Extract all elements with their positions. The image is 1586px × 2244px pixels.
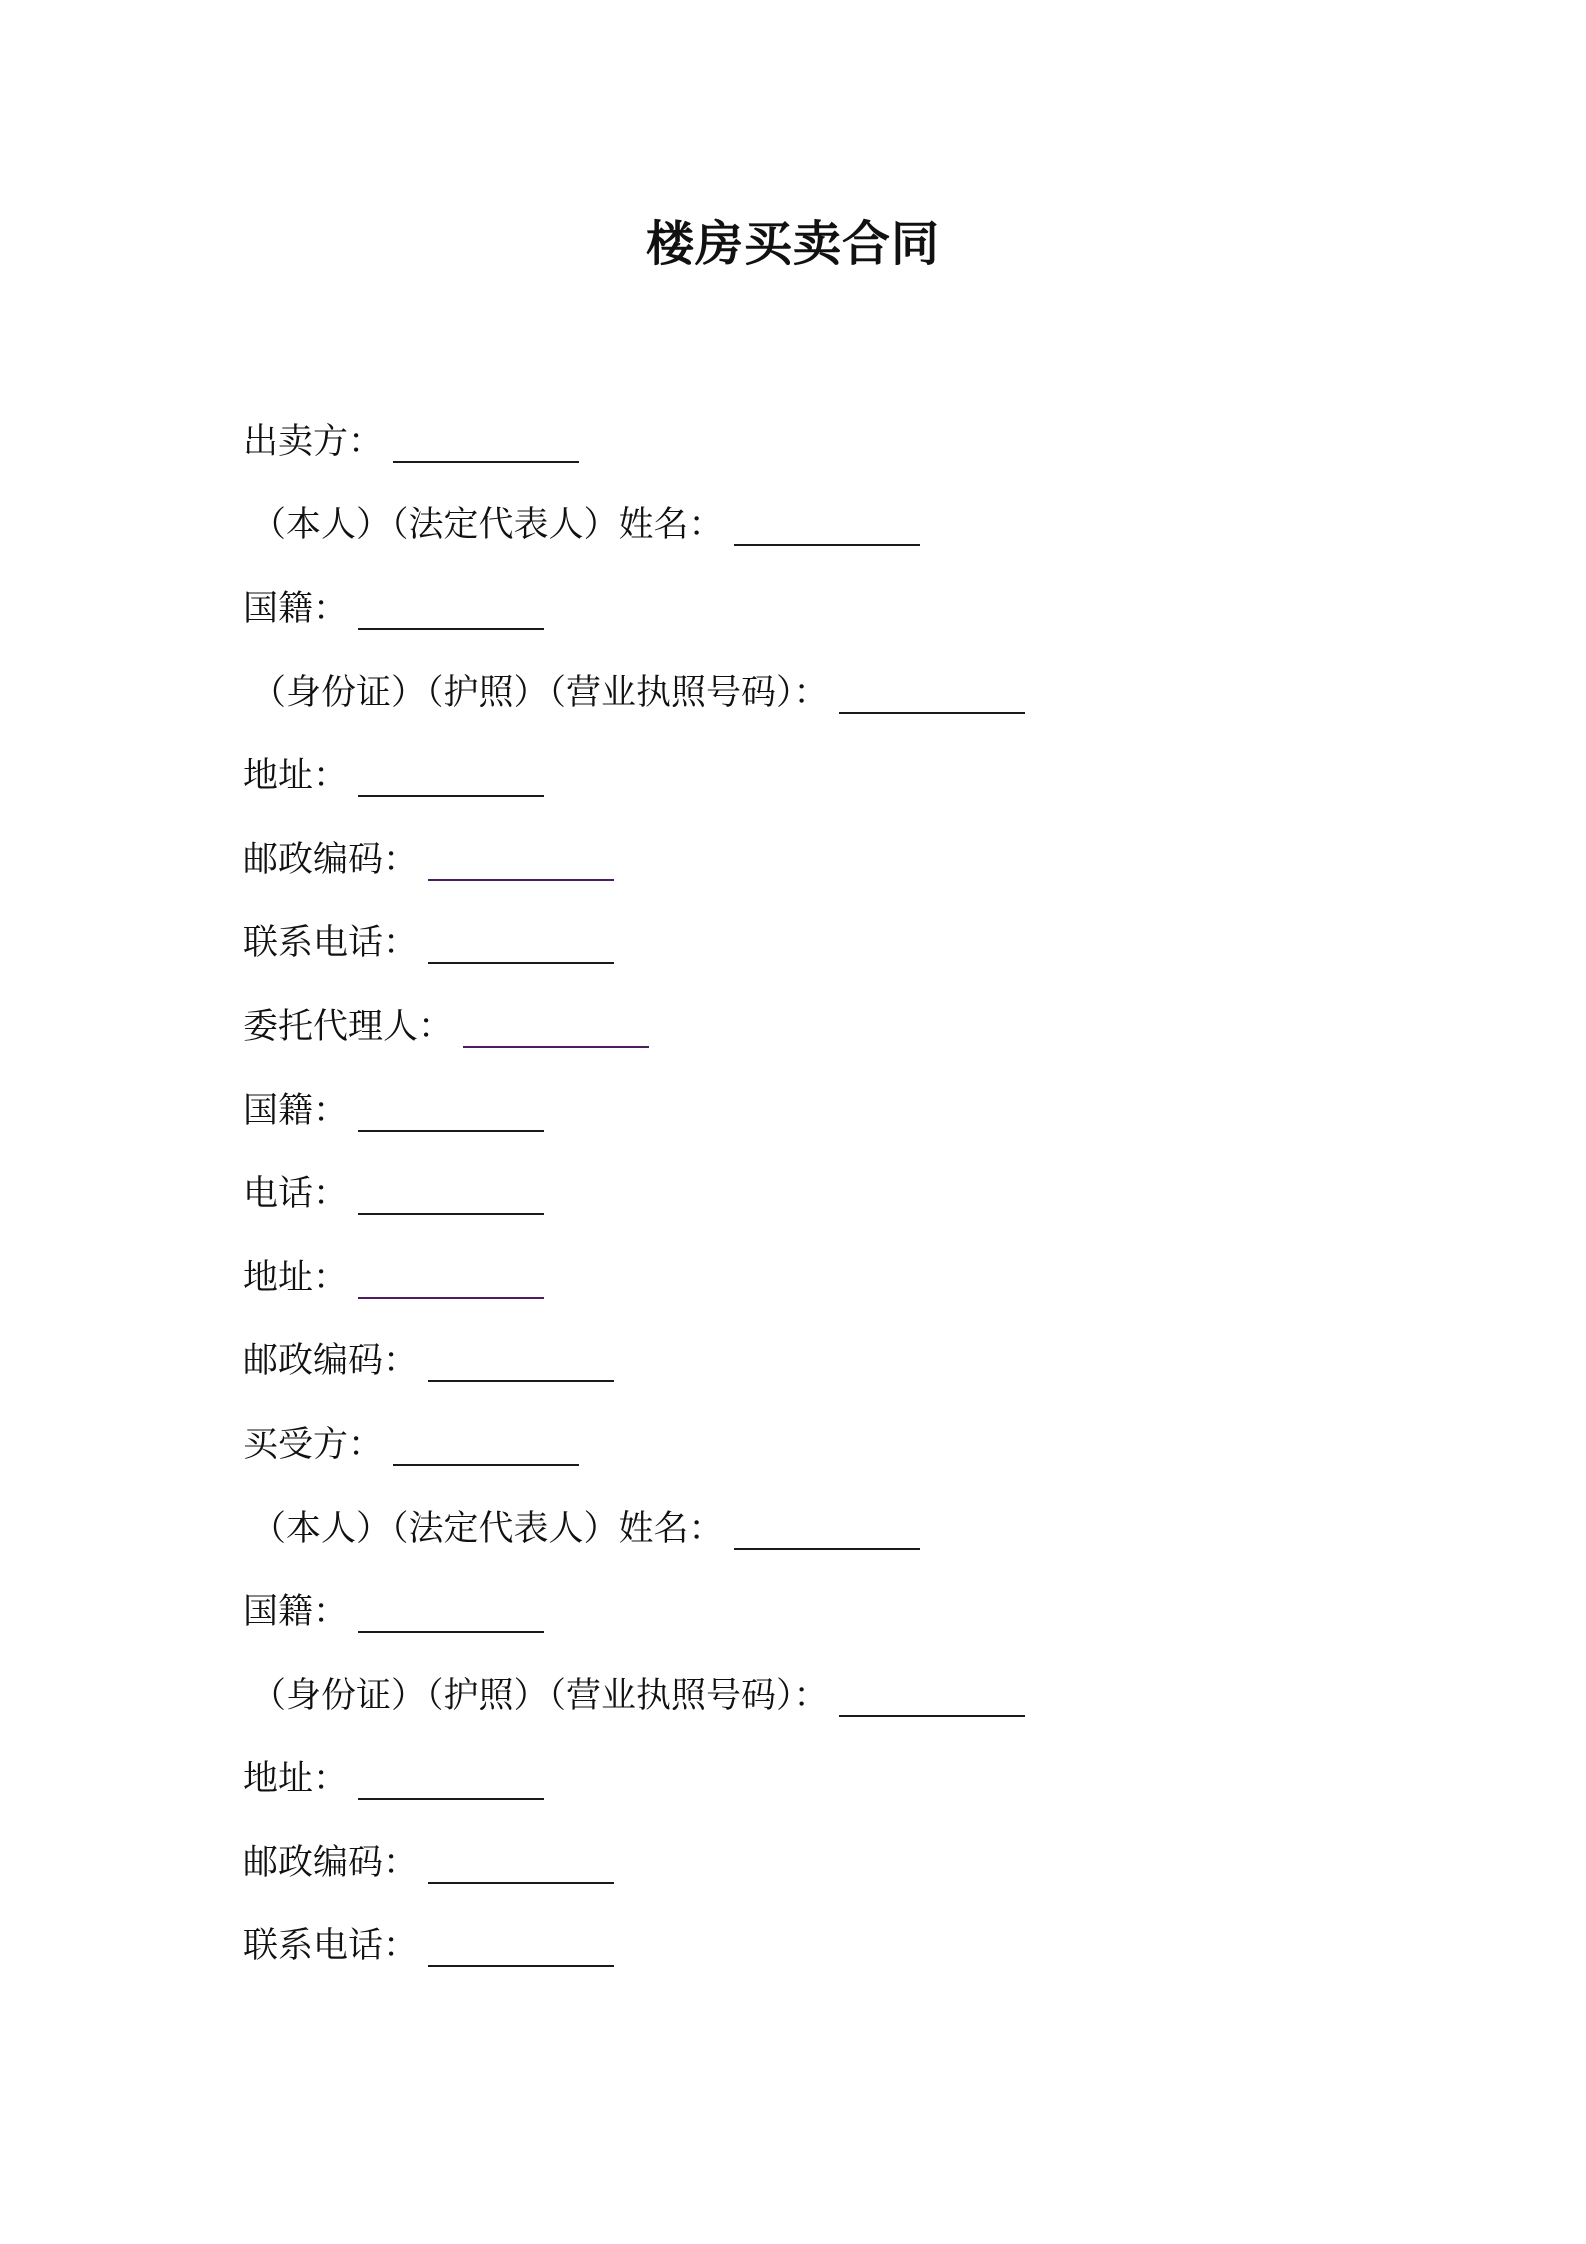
- blank-seller-nationality[interactable]: [358, 588, 544, 630]
- field-label-agent-address: 地址：: [243, 1257, 349, 1298]
- blank-buyer-address[interactable]: [358, 1758, 544, 1800]
- field-label-seller: 出卖方：: [243, 421, 384, 462]
- field-row-agent-address: [243, 1236, 1025, 1320]
- field-label-buyer-id: （身份证）（护照）（营业执照号码）：: [251, 1675, 829, 1716]
- field-row-seller-phone: [243, 902, 1025, 986]
- blank-agent-address[interactable]: [358, 1257, 544, 1299]
- blank-agent-nationality[interactable]: [358, 1090, 544, 1132]
- blank-agent[interactable]: [463, 1006, 649, 1048]
- field-row-buyer-phone: [243, 1905, 1025, 1989]
- field-row-seller-postcode: [243, 818, 1025, 902]
- field-label-seller-postcode: 邮政编码：: [243, 839, 419, 880]
- field-row-agent-nationality: [243, 1069, 1025, 1153]
- field-label-agent-phone: 电话：: [243, 1174, 349, 1215]
- blank-agent-postcode[interactable]: [428, 1340, 614, 1382]
- blank-seller-id[interactable]: [839, 672, 1025, 714]
- field-label-seller-name: （本人）（法定代表人）姓名：: [251, 505, 724, 546]
- field-label-seller-id: （身份证）（护照）（营业执照号码）：: [251, 672, 829, 713]
- blank-seller[interactable]: [393, 421, 579, 463]
- blank-buyer[interactable]: [393, 1424, 579, 1466]
- blank-buyer-postcode[interactable]: [428, 1842, 614, 1884]
- blank-buyer-name[interactable]: [734, 1508, 920, 1550]
- field-label-buyer-phone: 联系电话：: [243, 1926, 419, 1967]
- field-label-buyer-nationality: 国籍：: [243, 1592, 349, 1633]
- field-row-seller-nationality: [243, 567, 1025, 651]
- field-label-agent-postcode: 邮政编码：: [243, 1341, 419, 1382]
- field-row-agent-postcode: [243, 1320, 1025, 1404]
- field-row-buyer: [243, 1403, 1025, 1487]
- field-row-seller-address: [243, 734, 1025, 818]
- field-row-agent: [243, 985, 1025, 1069]
- field-label-buyer-name: （本人）（法定代表人）姓名：: [251, 1508, 724, 1549]
- blank-buyer-nationality[interactable]: [358, 1591, 544, 1633]
- field-row-agent-phone: [243, 1152, 1025, 1236]
- field-row-seller-name: [251, 484, 1025, 568]
- blank-seller-name[interactable]: [734, 504, 920, 546]
- field-row-buyer-postcode: [243, 1821, 1025, 1905]
- blank-buyer-id[interactable]: [839, 1675, 1025, 1717]
- field-row-buyer-address: [243, 1738, 1025, 1822]
- blank-seller-address[interactable]: [358, 755, 544, 797]
- field-label-buyer-postcode: 邮政编码：: [243, 1842, 419, 1883]
- field-label-seller-nationality: 国籍：: [243, 588, 349, 629]
- field-row-buyer-nationality: [243, 1570, 1025, 1654]
- field-label-buyer-address: 地址：: [243, 1759, 349, 1800]
- blank-buyer-phone[interactable]: [428, 1925, 614, 1967]
- blank-agent-phone[interactable]: [358, 1173, 544, 1215]
- blank-seller-phone[interactable]: [428, 922, 614, 964]
- field-label-agent-nationality: 国籍：: [243, 1090, 349, 1131]
- field-row-seller-id: [251, 651, 1025, 735]
- field-label-agent: 委托代理人：: [243, 1006, 454, 1047]
- contract-party-form: [243, 400, 1025, 1988]
- field-label-buyer: 买受方：: [243, 1424, 384, 1465]
- field-label-seller-phone: 联系电话：: [243, 923, 419, 964]
- field-row-buyer-name: [251, 1487, 1025, 1571]
- document-title: 楼房买卖合同: [645, 216, 940, 272]
- field-label-seller-address: 地址：: [243, 756, 349, 797]
- field-row-buyer-id: [251, 1654, 1025, 1738]
- field-row-seller: [243, 400, 1025, 484]
- blank-seller-postcode[interactable]: [428, 839, 614, 881]
